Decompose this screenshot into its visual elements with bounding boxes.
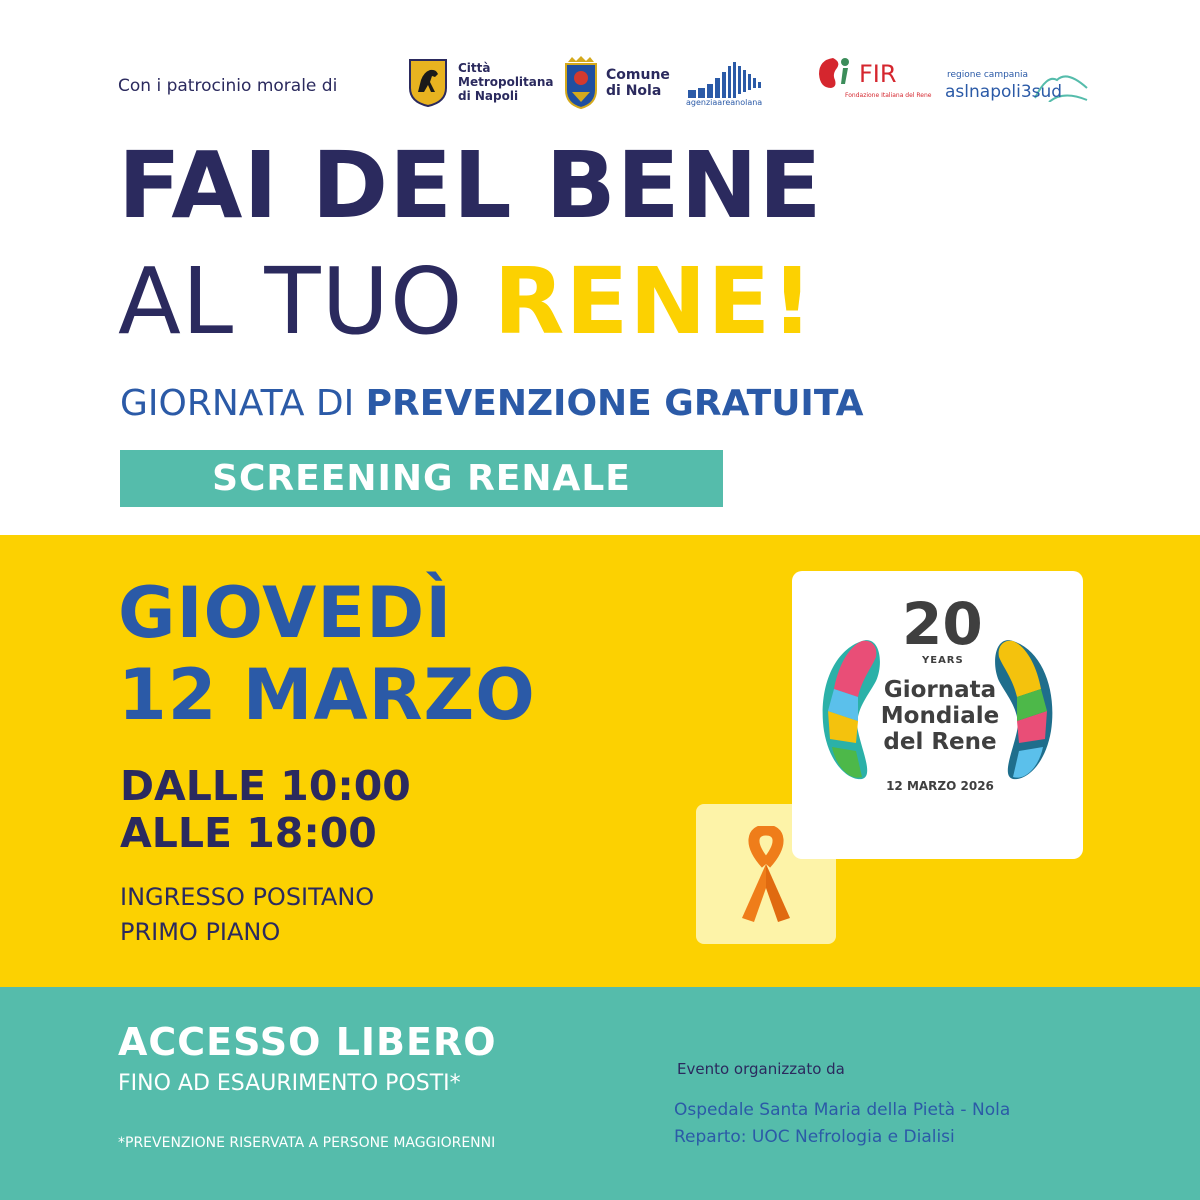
headline-line2 — [118, 248, 815, 355]
event-day: GIOVEDÌ — [118, 572, 453, 654]
wkd-years: YEARS — [922, 655, 964, 666]
subheadline — [120, 383, 863, 424]
headline-line1: FAI DEL BENE — [118, 132, 823, 239]
screening-badge-label: SCREENING RENALE — [212, 458, 631, 499]
wkd-title-line2: Mondiale — [880, 703, 1000, 730]
wkd-title-line1: Giornata — [883, 677, 997, 703]
wkd-title — [880, 677, 1000, 756]
headline-line2-accent: RENE! — [493, 248, 815, 355]
organizer-label: Evento organizzato da — [677, 1060, 845, 1078]
event-time-to: ALLE 18:00 — [120, 809, 377, 857]
event-location-1: INGRESSO POSITANO — [120, 883, 375, 911]
access-note: *PREVENZIONE RISERVATA A PERSONE MAGGIORENNI — [118, 1135, 496, 1151]
fir-kidney-icon — [815, 54, 855, 94]
logo-nola-line2: di Nola — [606, 83, 662, 99]
logo-citta-metropolitana — [408, 58, 554, 108]
headline-line2-plain: AL TUO — [118, 248, 494, 355]
logo-asl-napoli3sud — [945, 68, 1090, 110]
patronage-label: Con i patrocinio morale di — [118, 76, 338, 96]
coat-of-arms-napoli-icon — [408, 58, 448, 108]
logo-citta-line1: Città — [458, 61, 491, 76]
logo-agenzia-text: agenziaareanolana — [686, 98, 763, 107]
access-subtitle: FINO AD ESAURIMENTO POSTI* — [118, 1071, 461, 1096]
world-kidney-day-card — [792, 571, 1083, 859]
subheadline-plain: GIORNATA DI — [120, 383, 366, 424]
wkd-title-line3: del Rene — [883, 729, 997, 756]
subheadline-bold: PREVENZIONE GRATUITA — [365, 383, 864, 424]
screening-badge — [120, 450, 723, 507]
logo-agenzia-area-nolana — [686, 58, 772, 107]
agenzia-area-nolana-icon — [686, 58, 772, 100]
wkd-date: 12 MARZO 2026 — [886, 779, 994, 793]
logo-citta-line2: Metropolitana — [458, 75, 554, 90]
event-location-2: PRIMO PIANO — [120, 918, 281, 946]
wkd-number: 20 — [902, 590, 983, 658]
logo-fir-tagline: Fondazione Italiana del Rene — [845, 92, 932, 99]
access-title: ACCESSO LIBERO — [118, 1020, 497, 1064]
logo-fir-name: FIR — [859, 60, 897, 88]
logo-nola-line1: Comune — [606, 66, 670, 83]
logo-fir — [815, 54, 931, 99]
logo-comune-nola — [562, 56, 670, 110]
logo-citta-line3: di Napoli — [458, 88, 519, 103]
coat-of-arms-nola-icon — [562, 56, 600, 110]
logo-asl-region: regione campania — [947, 70, 1029, 80]
event-time-from: DALLE 10:00 — [120, 762, 411, 810]
event-date: 12 MARZO — [118, 654, 536, 736]
organizer-department: Reparto: UOC Nefrologia e Dialisi — [674, 1127, 955, 1147]
logo-asl-name: aslnapoli3sud — [945, 82, 1063, 102]
organizer-hospital: Ospedale Santa Maria della Pietà - Nola — [674, 1100, 1011, 1120]
